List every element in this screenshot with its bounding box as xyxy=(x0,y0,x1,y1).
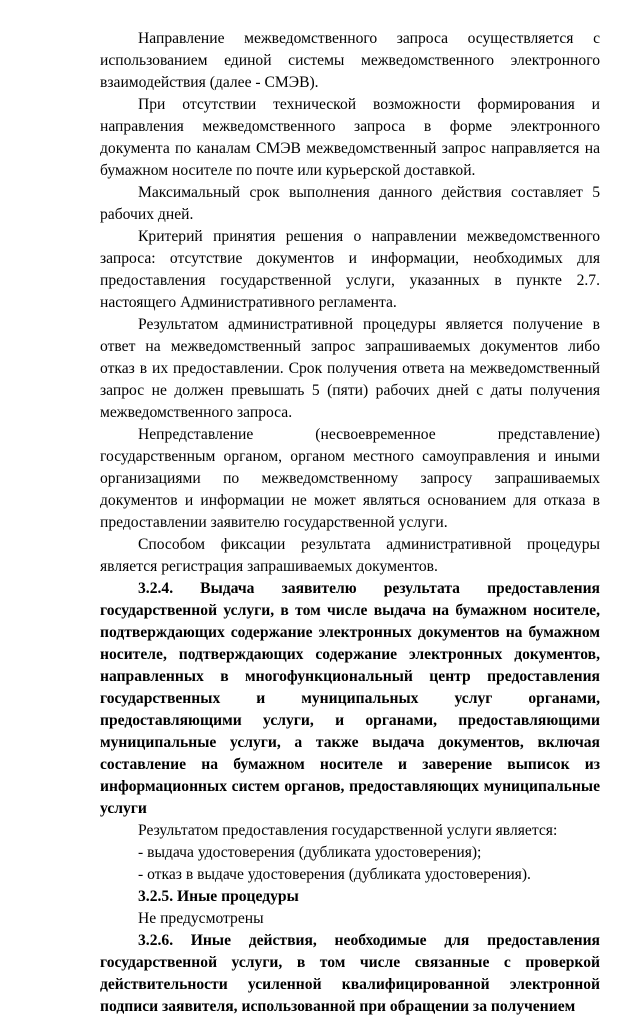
body-paragraph: Непредставление (несвоевременное представление) государственным органом, органом местного самоуправления и иными организациями по межведомственному запросу запрашиваемых документов и информации не может являться основанием для отказа в предоставлении заявителю государственной услуги. xyxy=(100,426,600,531)
body-paragraph: Максимальный срок выполнения данного действия составляет 5 рабочих дней. xyxy=(100,184,600,223)
body-paragraph: Критерий принятия решения о направлении межведомственного запроса: отсутствие документов и информации, необходимых для предоставления государственной услуги, указанных в пункте 2.7. настоящего Административного регламента. xyxy=(100,228,600,311)
document-body xyxy=(100,28,600,1018)
body-paragraph: Способом фиксации результата административной процедуры является регистрация запрашиваемых документов. xyxy=(100,536,600,575)
body-paragraph: Результатом административной процедуры является получение в ответ на межведомственный запрос запрашиваемых документов либо отказ в их предоставлении. Срок получения ответа на межведомственный запрос не должен превышать 5 (пяти) рабочих дней с даты получения межведомственного запроса. xyxy=(100,316,600,421)
body-paragraph: Не предусмотрены xyxy=(138,910,264,927)
section-heading-paragraph: 3.2.6. Иные действия, необходимые для предоставления государственной услуги, в том числе связанные с проверкой действительности усиленной квалифицированной электронной подписи заявителя, использованной при обращении за получением xyxy=(100,932,600,1015)
body-paragraph: При отсутствии технической возможности формирования и направления межведомственного запроса в форме электронного документа по каналам СМЭВ межведомственный запрос направляется на бумажном носителе по почте или курьерской доставкой. xyxy=(100,96,600,179)
body-paragraph: - выдача удостоверения (дубликата удостоверения); xyxy=(138,844,482,861)
body-paragraph: - отказ в выдаче удостоверения (дубликата удостоверения). xyxy=(138,866,531,883)
body-paragraph: Результатом предоставления государственной услуги является: xyxy=(138,822,558,839)
body-paragraph: Направление межведомственного запроса осуществляется с использованием единой системы межведомственного электронного взаимодействия (далее - СМЭВ). xyxy=(100,30,600,91)
section-heading-paragraph: 3.2.5. Иные процедуры xyxy=(138,888,299,905)
section-heading-paragraph: 3.2.4. Выдача заявителю результата предоставления государственной услуги, в том числе выдача на бумажном носителе, подтверждающих содержание электронных документов на бумажном носителе, подтверждающих содержание электронных документов, направленных в многофункциональный центр предоставления государственных и муниципальных услуг органами, предоставляющими услуги, и органами, предоставляющими муниципальные услуги, а также выдача документов, включая составление на бумажном носителе и заверение выписок из информационных систем органов, предоставляющих муниципальные услуги xyxy=(100,580,600,817)
